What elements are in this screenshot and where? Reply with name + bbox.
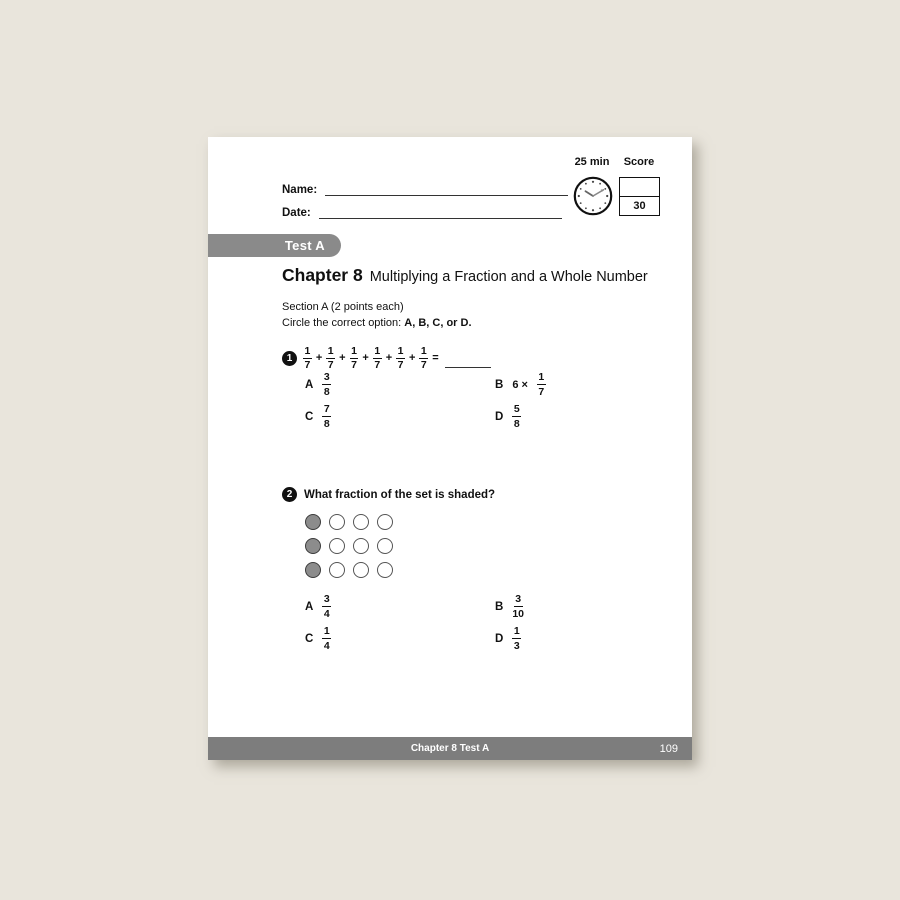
question-1-options (305, 371, 635, 430)
plus-sign: + (315, 352, 323, 365)
page-number: 109 (659, 742, 678, 755)
date-field-row (282, 206, 562, 219)
name-field-row (282, 183, 568, 196)
section-heading: Section A (2 points each) (282, 301, 404, 313)
fraction: $\frac{1}{7}$ (351, 345, 357, 372)
instruction-options: A, B, C, or D. (404, 317, 472, 329)
set-circle (377, 562, 393, 578)
set-circle (377, 538, 393, 554)
fraction: $\frac{1}{7}$ (374, 345, 381, 372)
fraction: $\frac{1}{7}$ (397, 345, 404, 372)
option-d[interactable]: D $\frac{1}{3}$ (495, 625, 520, 652)
instruction-text: Circle the correct option: (282, 317, 405, 329)
set-circle (353, 562, 369, 578)
fraction: $\frac{3}{8}$ (323, 371, 330, 398)
name-line[interactable] (325, 183, 568, 196)
plus-sign: + (362, 352, 369, 365)
date-line[interactable] (319, 206, 562, 219)
fraction: $\frac{1}{7}$ (538, 371, 545, 398)
option-b[interactable]: B $\frac{3}{10}$ (495, 593, 524, 620)
option-a[interactable]: A $\frac{3}{8}$ (305, 371, 330, 398)
option-c[interactable]: C $\frac{1}{4}$ (305, 625, 330, 652)
set-circle-shaded (305, 538, 321, 554)
fraction: $\frac{1}{4}$ (323, 625, 330, 652)
multiplier-expression: 6 × (512, 378, 528, 391)
clock-icon (572, 175, 614, 217)
set-circle (377, 514, 393, 530)
plus-sign: + (408, 352, 416, 365)
option-b[interactable]: B 6 × $\frac{1}{7}$ (495, 371, 545, 398)
plus-sign: + (385, 352, 393, 365)
chapter-subtitle: Multiplying a Fraction and a Whole Number (369, 269, 648, 285)
fraction: $\frac{1}{3}$ (513, 625, 520, 652)
name-label: Name: (282, 184, 318, 196)
answer-blank[interactable] (445, 356, 491, 368)
score-box (619, 177, 660, 216)
option-a[interactable]: A $\frac{3}{4}$ (305, 593, 330, 620)
set-circle (353, 538, 369, 554)
question-1-expression (303, 345, 491, 371)
fraction: $\frac{3}{10}$ (512, 593, 524, 620)
section-instruction (282, 317, 472, 329)
question-2-options (305, 593, 635, 652)
question-2 (282, 487, 495, 502)
set-circle (329, 538, 345, 554)
score-label: Score (623, 156, 655, 168)
set-circle-shaded (305, 514, 321, 530)
test-a-badge: Test A (208, 234, 341, 257)
question-2-prompt: What fraction of the set is shaded? (304, 488, 496, 501)
fraction: $\frac{1}{7}$ (304, 345, 311, 372)
question-1-number: 1 (282, 351, 297, 366)
option-c[interactable]: C $\frac{7}{8}$ (305, 403, 330, 430)
score-input-cell[interactable] (620, 178, 659, 197)
set-circle (353, 514, 369, 530)
fraction: $\frac{7}{8}$ (323, 403, 330, 430)
set-circle (329, 562, 345, 578)
date-label: Date: (282, 207, 311, 219)
chapter-number: Chapter 8 (282, 265, 363, 285)
chapter-title (282, 265, 648, 286)
fraction: $\frac{5}{8}$ (513, 403, 520, 430)
question-2-number: 2 (282, 487, 297, 502)
fraction: $\frac{3}{4}$ (323, 593, 330, 620)
plus-sign: + (339, 352, 346, 365)
footer-title: Chapter 8 Test A (410, 743, 490, 754)
fraction: $\frac{1}{7}$ (327, 345, 334, 372)
time-limit-label: 25 min (574, 156, 610, 168)
score-total: 30 (633, 200, 646, 212)
set-circle-shaded (305, 562, 321, 578)
question-1 (282, 345, 491, 371)
set-circle (329, 514, 345, 530)
page-footer (208, 737, 692, 760)
option-d[interactable]: D $\frac{5}{8}$ (495, 403, 520, 430)
equals-sign: = (432, 352, 439, 365)
shaded-set-graphic (305, 514, 393, 578)
worksheet-page (208, 137, 692, 760)
fraction: $\frac{1}{7}$ (420, 345, 427, 372)
